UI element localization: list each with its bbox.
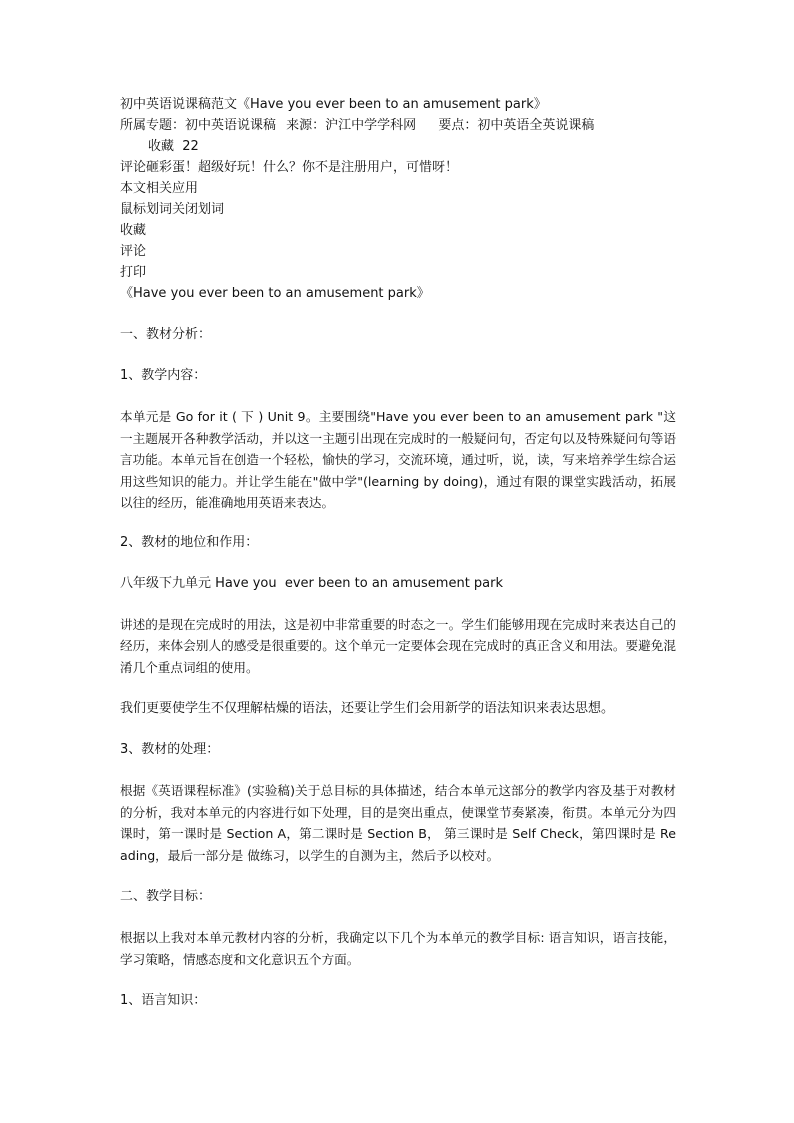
section-heading: 二、教学目标： [120,889,212,904]
print-link[interactable]: 打印 [120,265,147,280]
article-meta [120,115,676,136]
spacer [120,553,676,573]
spacer [120,386,676,406]
paragraph: 八年级下九单元 Have you ever been to an amusement park [120,575,504,591]
paragraph: 根据《英语课程标准》(实验稿)关于总目标的具体描述，结合本单元这部分的教学内容及基于对教材的分析，我对本单元的内容进行如下处理，目的是突出重点，使课堂节奏紧凑，衔贯。本单元分为四课时，第一课时是 Section A，第二课时是 Section B， 第三课时是 Self Check，第四课时是 Reading，最后一部分是 做练习，以学生的自测为主，然后予以校对。 [120,783,676,863]
spacer [120,970,676,990]
paragraph: 讲述的是现在完成时的用法，这是初中非常重要的时态之一。学生们能够用现在完成时来表达自己的经历，来体会别人的感受是很重要的。这个单元一定要体会现在完成时的真正含义和用法。要避免混淆几个重点词组的使用。 [120,616,676,675]
comment-notice: 评论砸彩蛋！超级好玩！什么？你不是注册用户，可惜呀！ [120,160,459,175]
paragraph: 我们更要使学生不仅理解枯燥的语法，还要让学生们会用新学的语法知识来表达思想。 [120,701,615,716]
spacer [120,304,676,324]
spacer [120,760,676,780]
comment-link[interactable]: 评论 [120,244,147,259]
article-title: 初中英语说课稿范文《Have you ever been to an amusement park》 [120,97,547,112]
subsection-heading: 1、教学内容： [120,368,207,383]
topic-link[interactable]: 所属专题：初中英语说课稿 [120,118,277,133]
article-subtitle: 《Have you ever been to an amusement park》 [120,286,430,301]
paragraph: 根据以上我对本单元教材内容的分析，我确定以下几个为本单元的教学目标: 语言知识，语言技能，学习策略，情感态度和文化意识五个方面。 [120,930,676,967]
spacer [120,907,676,927]
subsection-heading: 2、教材的地位和作用： [120,534,259,550]
spacer [120,594,676,614]
spacer [120,345,676,365]
mouse-lookup-toggle[interactable]: 鼠标划词关闭划词 [120,202,225,217]
paragraph: 本单元是 Go for it ( 下 ) Unit 9。主要围绕"Have you ever been to an amusement park "这一主题展开各种教学活动，并以这一主题引出现在完成时的一般疑问句，否定句以及特殊疑问句等语言功能。本单元旨在创造一个轻松，愉快的学习，交流环境，通过听，说，读，写来培养学生综合运用这些知识的能力。并让学生能在"做中学"(learning by doing)，通过有限的课堂实践活动，拓展以往的经历，能准确地用英语来表达。 [120,409,676,510]
spacer [120,719,676,739]
section-heading: 一、教材分析： [120,327,212,342]
keypoint-label: 要点：初中英语全英说课稿 [438,118,595,133]
favorite-link[interactable]: 收藏 [120,223,147,238]
document-page [120,94,676,1011]
subsection-heading: 1、语言知识： [120,993,207,1008]
spacer [120,866,676,886]
favorites-count[interactable]: 收藏 22 [148,139,199,154]
spacer [120,678,676,698]
spacer [120,514,676,532]
source-label: 来源：沪江中学学科网 [286,118,417,133]
subsection-heading: 3、教材的处理： [120,742,220,757]
related-apps-link[interactable]: 本文相关应用 [120,181,199,196]
